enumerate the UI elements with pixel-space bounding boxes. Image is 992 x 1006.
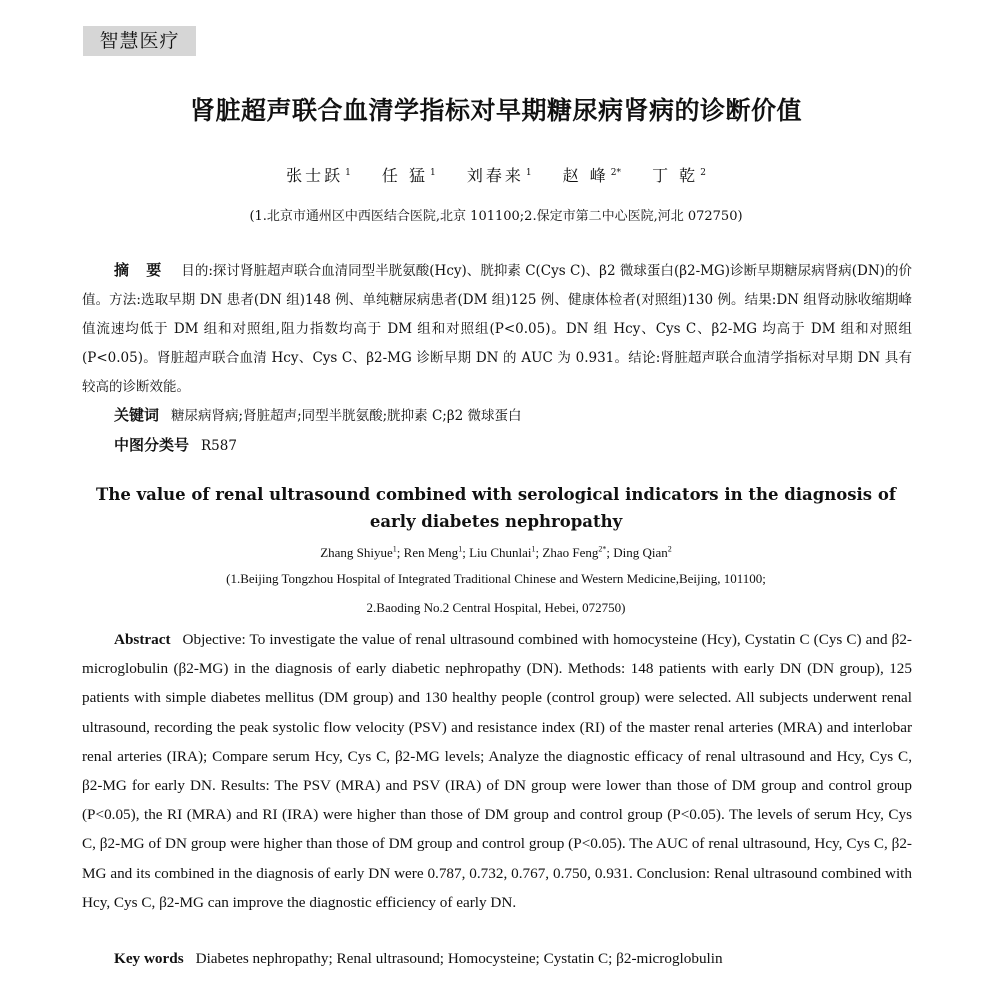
en-author-affil-mark: 1: [458, 545, 463, 554]
en-author-affil-mark: 2*: [598, 545, 607, 554]
en-author-name: Ding Qian: [613, 545, 668, 561]
cn-author-affil-mark: 1: [525, 168, 532, 178]
en-author-separator: ;: [606, 545, 614, 561]
english-title: The value of renal ultrasound combined with serological indicators in the diagnosis of early diabetes nephropathy: [96, 485, 896, 531]
cn-author: [652, 166, 706, 185]
english-keywords: [114, 946, 912, 972]
cn-author-affil-mark: 2: [700, 168, 706, 178]
chinese-keywords: [114, 402, 912, 429]
en-keywords-text: Diabetes nephropathy; Renal ultrasound; Homocysteine; Cystatin C; β2-microglobulin: [195, 950, 723, 967]
en-author-name: Zhao Feng: [542, 545, 599, 561]
cn-author: [563, 166, 621, 185]
cn-author-name: 任 猛: [381, 166, 428, 186]
english-authors: [0, 539, 992, 564]
cn-author-affil-mark: 2*: [610, 168, 621, 178]
en-author-name: Ren Meng: [403, 545, 459, 561]
cn-keywords-label: 关键词: [114, 406, 160, 424]
chinese-authors: [0, 160, 992, 189]
en-author-name: Zhang Shiyue: [320, 545, 393, 561]
cn-author-name: 张士跃: [286, 166, 344, 186]
cn-author: [467, 166, 532, 185]
cn-author-affil-mark: 1: [345, 168, 351, 178]
english-affiliation-line-2: 2.Baoding No.2 Central Hospital, Hebei, 072750): [366, 600, 626, 615]
cn-author-name: 赵 峰: [562, 166, 609, 186]
chinese-abstract: [82, 256, 912, 402]
en-author-separator: ;: [396, 545, 404, 561]
cn-author: [382, 166, 436, 185]
chinese-title: 肾脏超声联合血清学指标对早期糖尿病肾病的诊断价值: [189, 96, 802, 125]
en-abstract-label: Abstract: [114, 631, 171, 648]
en-author-separator: ;: [462, 545, 470, 561]
section-tag: 智慧医疗: [83, 26, 196, 56]
en-author: [404, 545, 469, 560]
en-author-name: Liu Chunlai: [469, 545, 532, 561]
cn-author: [286, 166, 351, 185]
en-author-separator: ;: [535, 545, 543, 561]
english-affiliation-line-1: (1.Beijing Tongzhou Hospital of Integrated Traditional Chinese and Western Medicine,Beijing, 101100;: [226, 571, 766, 586]
cn-abstract-label: 摘 要: [114, 261, 168, 279]
en-abstract-text: Objective: To investigate the value of renal ultrasound combined with homocysteine (Hcy), Cystatin C (Cys C) and β2-microglobulin (β2-MG) in the diagnosis of early diabetic nephropathy (DN). Methods: 148 patients with early DN (DN group), 125 patients with simple diabetes mellitus (DM group) and 130 healthy people (control group) were selected. All subjects underwent renal ultrasound, recording the peak systolic flow velocity (PSV) and resistance index (RI) of the master renal arteries (MRA) and interlobar renal arteries (IRA); Compare serum Hcy, Cys C, β2-MG levels; Analyze the diagnostic efficacy of renal ultrasound and Hcy, Cys C, β2-MG for early DN. Results: The PSV (MRA) and PSV (IRA) of DN group were lower than those of DM group and control group (P<0.05), the RI (MRA) and RI (IRA) were higher than those of DM group and control group (P<0.05). The levels of serum Hcy, Cys C, β2-MG of DN group were higher than those of DM group and control group (P<0.05). The AUC of renal ultrasound, Hcy, Cys C, β2-MG and its combined in the diagnosis of early DN were 0.787, 0.732, 0.767, 0.750, 0.931. Conclusion: Renal ultrasound combined with Hcy, Cys C, β2-MG can improve the diagnostic efficiency of early DN.: [82, 631, 912, 911]
chinese-classification-number: [114, 432, 912, 459]
english-abstract: [82, 625, 912, 917]
cn-clc-label: 中图分类号: [114, 436, 190, 454]
cn-author-name: 刘春来: [466, 166, 524, 186]
en-author: [469, 545, 542, 560]
en-author-affil-mark: 1: [531, 545, 536, 554]
cn-clc-text: R587: [201, 438, 237, 454]
cn-keywords-text: 糖尿病肾病;肾脏超声;同型半胱氨酸;胱抑素 C;β2 微球蛋白: [171, 408, 522, 424]
en-author: [542, 545, 613, 560]
en-author-affil-mark: 2: [667, 545, 672, 554]
en-keywords-label: Key words: [114, 950, 184, 967]
cn-author-affil-mark: 1: [430, 168, 436, 178]
chinese-affiliation: (1.北京市通州区中西医结合医院,北京 101100;2.保定市第二中心医院,河北 072750): [249, 209, 743, 224]
en-author: [320, 545, 403, 560]
cn-abstract-text: 目的:探讨肾脏超声联合血清同型半胱氨酸(Hcy)、胱抑素 C(Cys C)、β2 微球蛋白(β2-MG)诊断早期糖尿病肾病(DN)的价值。方法:选取早期 DN 患者(DN 组)148 例、单纯糖尿病患者(DM 组)125 例、健康体检者(对照组)130 例。结果:DN 组肾动脉收缩期峰值流速均低于 DM 组和对照组,阻力指数均高于 DM 组和对照组(P<0.05)。DN 组 Hcy、Cys C、β2-MG 均高于 DM 组和对照组(P<0.05)。肾脏超声联合血清 Hcy、Cys C、β2-MG 诊断早期 DN 的 AUC 为 0.931。结论:肾脏超声联合血清学指标对早期 DN 具有较高的诊断效能。: [82, 263, 912, 395]
en-author-affil-mark: 1: [392, 545, 397, 554]
cn-author-name: 丁 乾: [652, 166, 699, 186]
en-author: [613, 545, 672, 560]
